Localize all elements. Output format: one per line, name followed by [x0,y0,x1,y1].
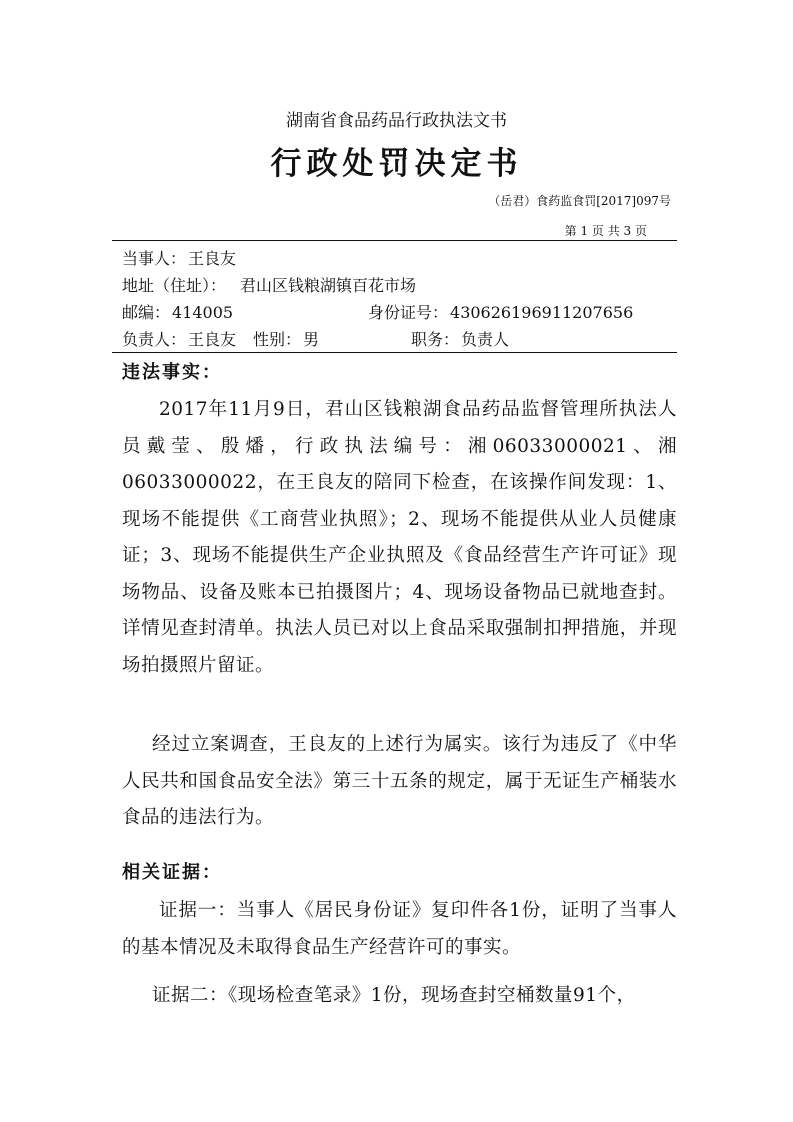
document-title: 行政处罚决定书 [270,146,523,182]
party-name-row [122,246,236,269]
party-address-label: 地址（住址）： [122,276,227,295]
party-postcode-label: 邮编： [122,303,171,322]
party-name-label: 当事人： [122,249,187,268]
party-gender-row [253,327,319,350]
party-position-value: 负责人 [461,330,510,349]
page-indicator: 第 1 页 共 3 页 [564,224,647,238]
evidence-item-1: 证据一：当事人《居民身份证》复印件各1份，证明了当事人的基本情况及未取得食品生产经营许可的事实。 [122,900,677,958]
party-id-label: 身份证号： [368,303,449,322]
party-responsible-label: 负责人： [122,330,187,349]
facts-heading: 违法事实： [122,362,222,383]
document-series: 湖南省食品药品行政执法文书 [286,111,507,131]
evidence-heading: 相关证据： [122,862,222,883]
party-address-value: 君山区钱粮湖镇百花市场 [240,276,417,295]
party-postcode-value: 414005 [172,303,234,322]
party-responsible-value: 王良友 [188,330,237,349]
party-gender-value: 男 [303,330,320,349]
header-rule-top [112,240,677,241]
party-gender-label: 性别： [253,330,302,349]
party-name-value: 王良友 [188,249,237,268]
party-position-label: 职务： [411,330,460,349]
document-number: （岳君）食药监食罚[2017]097号 [488,194,671,208]
party-responsible-row [122,327,236,350]
party-id-row [368,300,633,323]
party-postcode-row [122,300,233,323]
party-id-value: 430626196911207656 [450,303,634,322]
header-rule-bottom [112,352,677,353]
facts-paragraph-2: 经过立案调查，王良友的上述行为属实。该行为违反了《中华人民共和国食品安全法》第三十五条的规定，属于无证生产桶装水食品的违法行为。 [122,734,677,828]
evidence-item-2: 证据二：《现场检查笔录》1份，现场查封空桶数量91个， [152,985,636,1006]
party-address-row [122,273,416,296]
party-position-row [411,327,509,350]
facts-paragraph-1: 2017年11月9日，君山区钱粮湖食品药品监督管理所执法人员戴莹、殷燔，行政执法编号：湘06033000021、湘06033000022，在王良友的陪同下检查，在该操作间发现：1、现场不能提供《工商营业执照》；2、现场不能提供从业人员健康证；3、现场不能提供生产企业执照及《食品经营生产许可证》现场物品、设备及账本已拍摄图片；4、现场设备物品已就地查封。详情见查封清单。执法人员已对以上食品采取强制扣押措施，并现场拍摄照片留证。 [122,399,677,676]
